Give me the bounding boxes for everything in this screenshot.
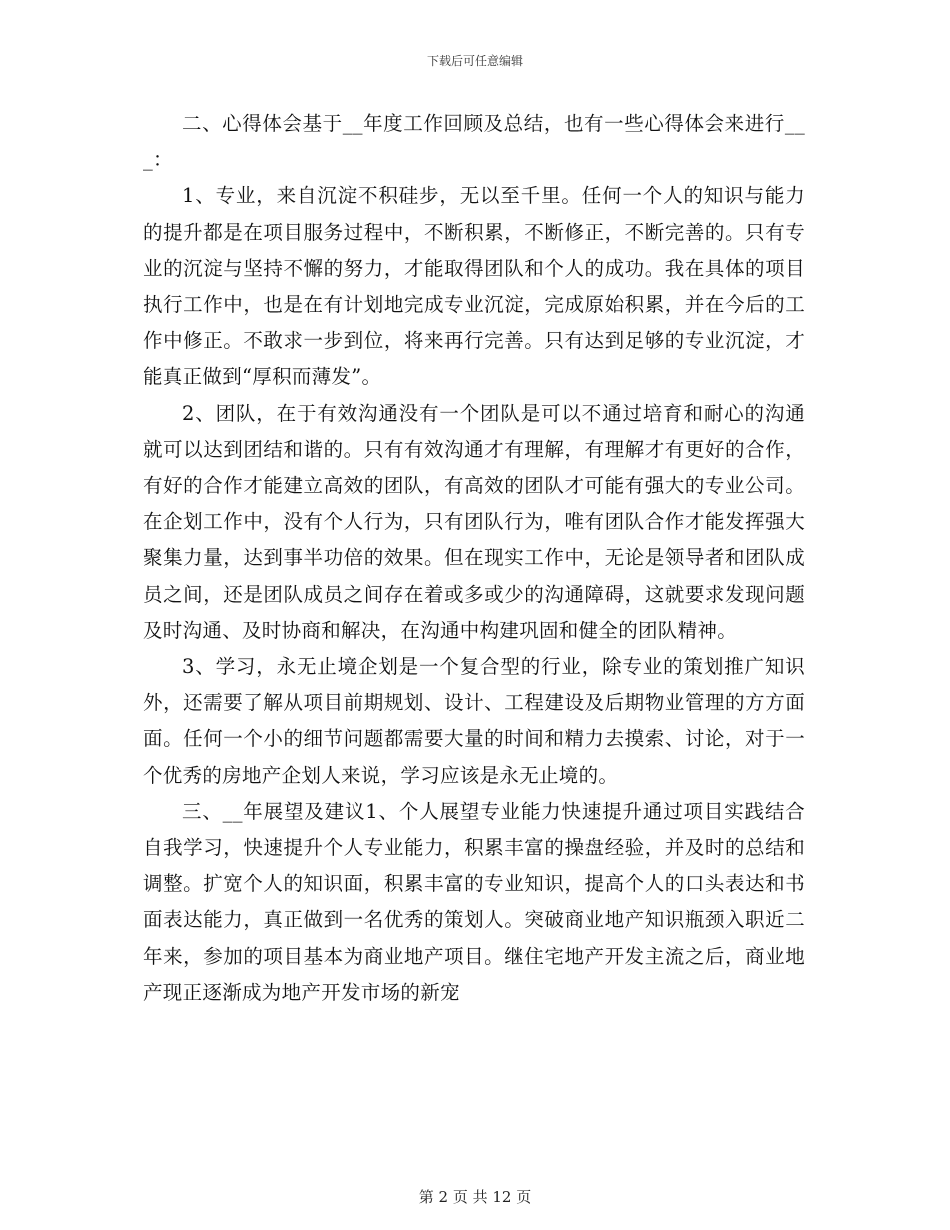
page-number: 第 2 页 共 12 页	[418, 1188, 532, 1206]
paragraph-professional: 1、专业，来自沉淀不积硅步，无以至千里。任何一个人的知识与能力的提升都是在项目服务过程中，不断积累，不断修正，不断完善的。只有专业的沉淀与坚持不懈的努力，才能取得团队和个人的成功。我在具体的项目执行工作中，也是在有计划地完成专业沉淀，完成原始积累，并在今后的工作中修正。不敢求一步到位，将来再行完善。只有达到足够的专业沉淀，才能真正做到“厚积而薄发”。	[143, 184, 805, 389]
page-header-note: 下载后可任意编辑	[426, 54, 523, 68]
paragraph-outlook: 三、__年展望及建议1、个人展望专业能力快速提升通过项目实践结合自我学习，快速提升个人专业能力，积累丰富的操盘经验，并及时的总结和调整。扩宽个人的知识面，积累丰富的专业知识，提高个人的口头表达和书面表达能力，真正做到一名优秀的策划人。突破商业地产知识瓶颈入职近二年来，参加的项目基本为商业地产项目。继住宅地产开发主流之后，商业地产现正逐渐成为地产开发市场的新宠	[143, 799, 805, 1004]
document-body	[143, 106, 805, 1011]
paragraph-team: 2、团队，在于有效沟通没有一个团队是可以不通过培育和耐心的沟通就可以达到团结和谐的。只有有效沟通才有理解，有理解才有更好的合作，有好的合作才能建立高效的团队，有高效的团队才可能有强大的专业公司。在企划工作中，没有个人行为，只有团队行为，唯有团队合作才能发挥强大聚集力量，达到事半功倍的效果。但在现实工作中，无论是领导者和团队成员之间，还是团队成员之间存在着或多或少的沟通障碍，这就要求发现问题及时沟通、及时协商和解决，在沟通中构建巩固和健全的团队精神。	[143, 401, 805, 642]
paragraph-experience-intro: 二、心得体会基于__年度工作回顾及总结，也有一些心得体会来进行___：	[143, 112, 805, 172]
paragraph-learning: 3、学习，永无止境企划是一个复合型的行业，除专业的策划推广知识外，还需要了解从项目前期规划、设计、工程建设及后期物业管理的方方面面。任何一个小的细节问题都需要大量的时间和精力去摸索、讨论，对于一个优秀的房地产企划人来说，学习应该是永无止境的。	[143, 655, 805, 787]
